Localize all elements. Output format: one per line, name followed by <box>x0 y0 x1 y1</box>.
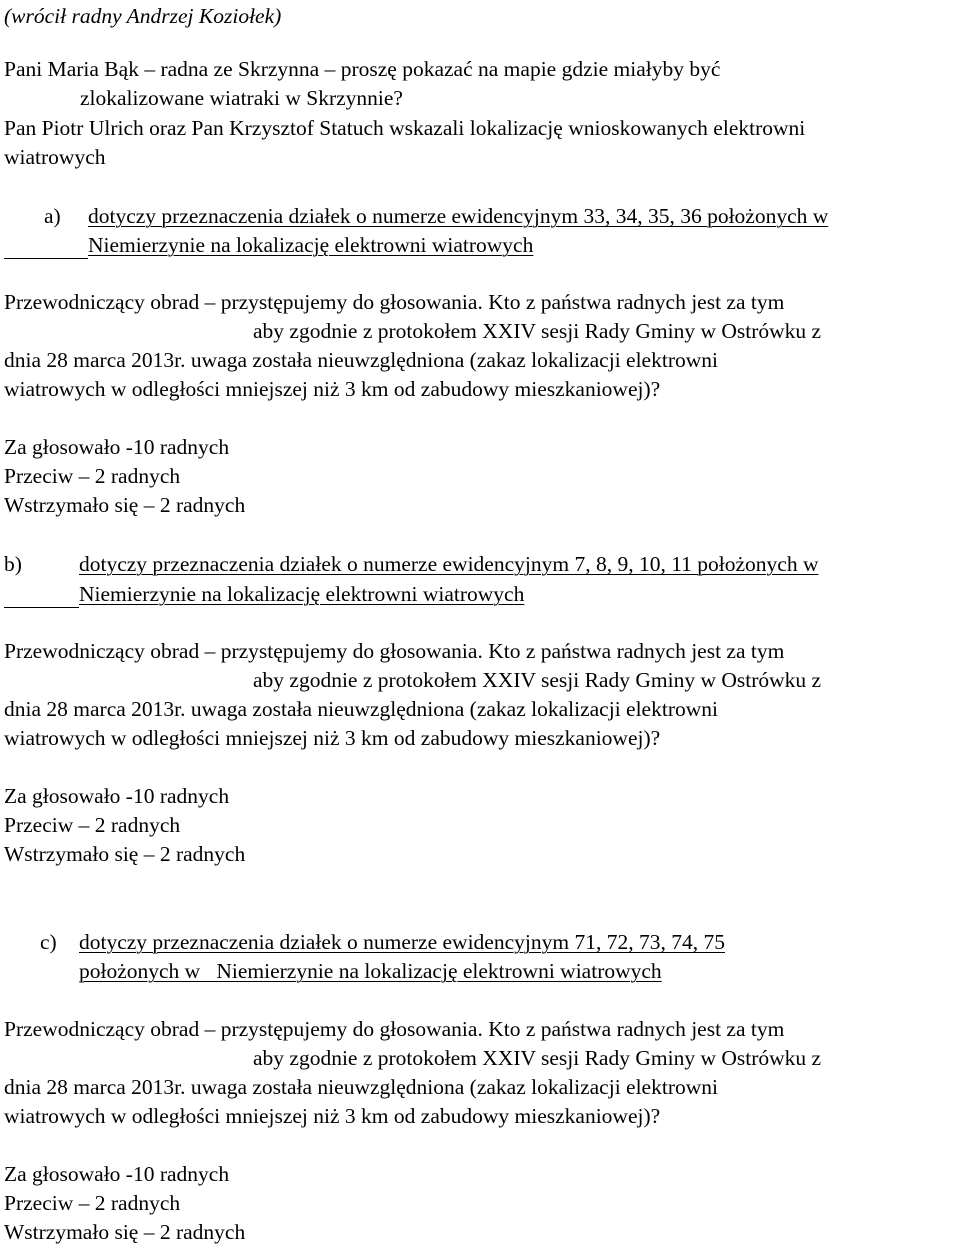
intro-line-3: Pan Piotr Ulrich oraz Pan Krzysztof Statuch wskazali lokalizację wnioskowanych elektrowni <box>4 116 806 140</box>
section-c-title-line-1: dotyczy przeznaczenia działek o numerze ewidencyjnym 71, 72, 73, 74, 75 <box>79 930 725 954</box>
section-a-votes-abstain: Wstrzymało się – 2 radnych <box>4 493 246 517</box>
section-c-votes-abstain: Wstrzymało się – 2 radnych <box>4 1220 246 1244</box>
return-note: (wrócił radny Andrzej Koziołek) <box>4 4 282 28</box>
section-b-underline-lead <box>4 607 79 608</box>
intro-line-1: Pani Maria Bąk – radna ze Skrzynna – proszę pokazać na mapie gdzie miałyby być <box>4 57 721 81</box>
section-c-motion-line-4: wiatrowych w odległości mniejszej niż 3 km od zabudowy mieszkaniowej)? <box>4 1104 661 1128</box>
section-a-votes-against: Przeciw – 2 radnych <box>4 464 181 488</box>
section-a-marker: a) <box>44 204 61 228</box>
section-a-title-line-2: Niemierzynie na lokalizację elektrowni wiatrowych <box>88 233 534 257</box>
section-b-motion-line-4: wiatrowych w odległości mniejszej niż 3 km od zabudowy mieszkaniowej)? <box>4 726 661 750</box>
section-b-marker: b) <box>4 552 22 576</box>
section-b-motion-line-1: Przewodniczący obrad – przystępujemy do głosowania. Kto z państwa radnych jest za tym <box>4 639 785 663</box>
section-a-votes-for: Za głosowało -10 radnych <box>4 435 230 459</box>
section-b-votes-for: Za głosowało -10 radnych <box>4 784 230 808</box>
section-c-votes-against: Przeciw – 2 radnych <box>4 1191 181 1215</box>
section-b-votes-abstain: Wstrzymało się – 2 radnych <box>4 842 246 866</box>
section-b-title-line-1: dotyczy przeznaczenia działek o numerze ewidencyjnym 7, 8, 9, 10, 11 położonych w <box>79 552 819 576</box>
section-a-motion-line-4: wiatrowych w odległości mniejszej niż 3 km od zabudowy mieszkaniowej)? <box>4 377 661 401</box>
section-c-votes-for: Za głosowało -10 radnych <box>4 1162 230 1186</box>
section-c-motion-line-3: dnia 28 marca 2013r. uwaga została nieuwzględniona (zakaz lokalizacji elektrowni <box>4 1075 718 1099</box>
section-a-title-line-1: dotyczy przeznaczenia działek o numerze ewidencyjnym 33, 34, 35, 36 położonych w <box>88 204 829 228</box>
section-b-title-line-2: Niemierzynie na lokalizację elektrowni wiatrowych <box>79 582 525 606</box>
section-a-underline-lead <box>4 258 88 259</box>
section-a-motion-line-2: aby zgodnie z protokołem XXIV sesji Rady Gminy w Ostrówku z <box>253 319 822 343</box>
section-c-motion-line-1: Przewodniczący obrad – przystępujemy do głosowania. Kto z państwa radnych jest za tym <box>4 1017 785 1041</box>
section-b-motion-line-2: aby zgodnie z protokołem XXIV sesji Rady Gminy w Ostrówku z <box>253 668 822 692</box>
intro-line-4: wiatrowych <box>4 145 106 169</box>
section-b-motion-line-3: dnia 28 marca 2013r. uwaga została nieuwzględniona (zakaz lokalizacji elektrowni <box>4 697 718 721</box>
section-a-motion-line-3: dnia 28 marca 2013r. uwaga została nieuwzględniona (zakaz lokalizacji elektrowni <box>4 348 718 372</box>
section-c-title-line-2: położonych w Niemierzynie na lokalizację elektrowni wiatrowych <box>79 959 662 983</box>
section-c-marker: c) <box>40 930 57 954</box>
section-b-votes-against: Przeciw – 2 radnych <box>4 813 181 837</box>
section-a-motion-line-1: Przewodniczący obrad – przystępujemy do głosowania. Kto z państwa radnych jest za tym <box>4 290 785 314</box>
intro-line-2: zlokalizowane wiatraki w Skrzynnie? <box>80 86 403 110</box>
section-c-motion-line-2: aby zgodnie z protokołem XXIV sesji Rady Gminy w Ostrówku z <box>253 1046 822 1070</box>
